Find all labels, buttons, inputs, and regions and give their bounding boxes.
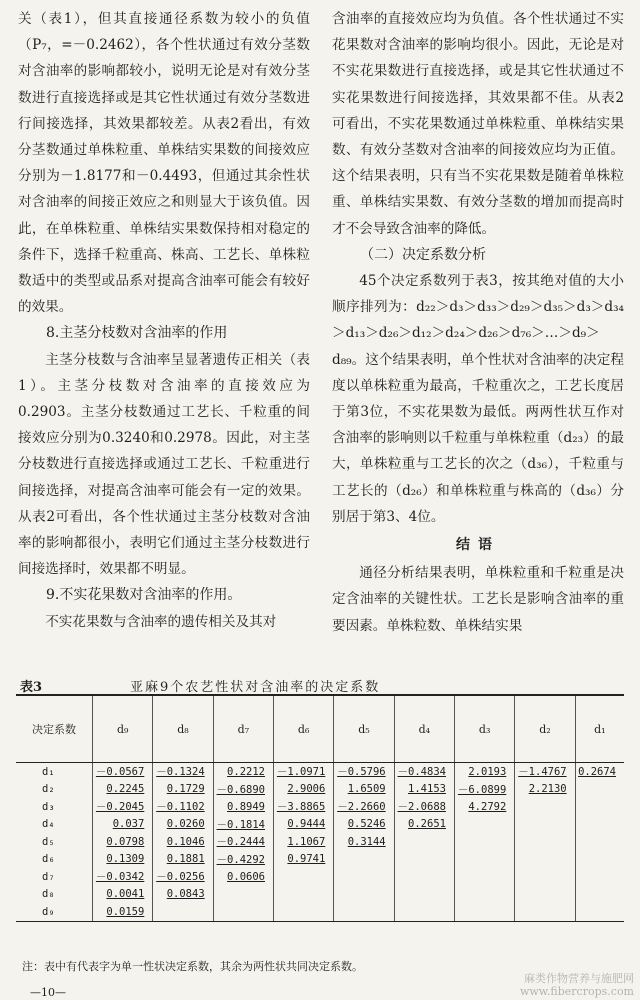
body-columns	[18, 6, 624, 674]
table-cell	[273, 886, 333, 904]
table-cell	[394, 851, 454, 869]
table-cell	[454, 851, 514, 869]
table-row	[16, 903, 624, 921]
table-cell	[153, 903, 213, 921]
table-cell	[394, 868, 454, 886]
column-header: d₅	[334, 695, 394, 763]
table-cell: －6.0899	[454, 781, 514, 799]
column-header: d₄	[394, 695, 454, 763]
table-cell: 0.1729	[153, 781, 213, 799]
table-corner-header: 决定系数	[16, 695, 93, 763]
table-row	[16, 816, 624, 834]
table-cell: 1.6509	[334, 781, 394, 799]
table-cell	[454, 816, 514, 834]
table-cell	[273, 868, 333, 886]
table-cell	[454, 833, 514, 851]
table-cell	[515, 903, 575, 921]
table-cell: 0.037	[93, 816, 153, 834]
table-cell: －1.4767	[515, 763, 575, 781]
determination-coefficient-table	[16, 694, 624, 922]
table-cell: 0.0260	[153, 816, 213, 834]
table-cell	[575, 833, 624, 851]
table-cell: －0.6890	[213, 781, 273, 799]
table-cell: －1.0971	[273, 763, 333, 781]
section-heading: 9.不实花果数对含油率的作用。	[46, 587, 242, 604]
page-number: —10—	[30, 986, 66, 999]
right-column	[332, 6, 624, 674]
column-header: d₆	[273, 695, 333, 763]
table-cell	[575, 903, 624, 921]
table-body	[16, 763, 624, 922]
table-cell: 0.0843	[153, 886, 213, 904]
table-cell	[213, 886, 273, 904]
table-cell: 0.2651	[394, 816, 454, 834]
section-heading: 8.主茎分枝数对含油率的作用	[46, 325, 228, 342]
table-row	[16, 868, 624, 886]
column-header: d₂	[515, 695, 575, 763]
table-row	[16, 851, 624, 869]
row-label: d₅	[42, 835, 55, 848]
watermark	[520, 972, 634, 998]
table-cell: 2.9006	[273, 781, 333, 799]
table-cell: 0.1046	[153, 833, 213, 851]
paragraph: 主茎分枝数与含油率呈显著遗传正相关（表1）。主茎分枝数对含油率的直接效应为0.2903。主茎分枝数通过工艺长、千粒重的间接效应分别为0.3240和0.2978。因此，对主茎分枝数进行直接选择或通过工艺长、千粒重进行间接选择，对提高含油率可能会有一定的效果。从表2可看出，各个性状通过主茎分枝数对含油率的影响都很小，表明它们通过主茎分枝数进行间接选择时，效果都不明显。	[18, 351, 310, 578]
table-cell	[454, 868, 514, 886]
table-cell: －0.4292	[213, 851, 273, 869]
table-cell	[394, 833, 454, 851]
table-cell: －0.1814	[213, 816, 273, 834]
table-cell: －0.1102	[153, 798, 213, 816]
row-label: d₃	[42, 800, 55, 813]
table-cell	[575, 781, 624, 799]
table-cell: －0.0256	[153, 868, 213, 886]
table-cell	[515, 851, 575, 869]
table-cell	[394, 886, 454, 904]
table-cell: 0.8949	[213, 798, 273, 816]
table-cell	[454, 886, 514, 904]
table-cell	[575, 798, 624, 816]
table-cell: －0.4834	[394, 763, 454, 781]
table-cell: －0.0342	[93, 868, 153, 886]
table-row	[16, 763, 624, 781]
table-caption	[20, 676, 620, 694]
column-header: d₉	[93, 695, 153, 763]
table-cell: －0.1324	[153, 763, 213, 781]
table-cell	[213, 903, 273, 921]
table-cell	[575, 886, 624, 904]
table-cell: 4.2792	[454, 798, 514, 816]
table-number: 表3	[20, 680, 43, 695]
row-label: d₆	[42, 853, 55, 866]
table-cell: －0.5796	[334, 763, 394, 781]
table-cell: －2.2660	[334, 798, 394, 816]
table-cell: 2.2130	[515, 781, 575, 799]
table-cell	[575, 816, 624, 834]
table-cell	[575, 868, 624, 886]
row-label: d₁	[42, 765, 55, 778]
table-cell	[394, 903, 454, 921]
watermark-line: www.fibercrops.com	[519, 985, 634, 998]
table-cell: 0.3144	[334, 833, 394, 851]
row-label: d₈	[42, 888, 55, 901]
row-label: d₄	[42, 818, 55, 831]
table-cell: －0.2444	[213, 833, 273, 851]
row-label: d₉	[16, 903, 93, 921]
table-cell	[334, 868, 394, 886]
row-label: d₇	[42, 870, 55, 883]
column-header: d₈	[153, 695, 213, 763]
table-cell	[515, 886, 575, 904]
table-cell: 0.1881	[153, 851, 213, 869]
table-cell: 0.2674	[575, 763, 624, 781]
watermark-line: 麻类作物营养与施肥网	[524, 972, 634, 985]
paragraph: 关（表1），但其直接通径系数为较小的负值（P₇，=－0.2462），各个性状通过有效分茎数对含油率的影响都较小，说明无论是对有效分茎数进行直接选择或是其它性状通过有效分茎数进行间接选择，其效果都较差。从表2看出，有效分茎数通过单株粒重、单株结实果数的间接效应分别为－1.8177和－0.4493，但通过其余性状对含油率的间接正效应之和则显大于该负值。因此，在单株粒重、单株结实果数保持相对稳定的条件下，选择千粒重高、株高、工艺长、单株粒数适中的类型或品系对提高含油率可能会有较好的效果。	[18, 11, 310, 316]
table-cell: 0.2245	[93, 781, 153, 799]
table-cell	[454, 903, 514, 921]
table-cell	[515, 816, 575, 834]
column-header: d₁	[575, 695, 624, 763]
table-cell: 0.0041	[93, 886, 153, 904]
table-header-row	[16, 695, 624, 763]
paragraph: 通径分析结果表明，单株粒重和千粒重是决定含油率的关键性状。工艺长是影响含油率的重要因素。单株粒数、单株结实果	[332, 565, 624, 634]
table-cell	[334, 851, 394, 869]
table-cell: 0.0798	[93, 833, 153, 851]
table-cell	[334, 886, 394, 904]
table-cell	[515, 868, 575, 886]
table-cell	[575, 851, 624, 869]
table-row	[16, 798, 624, 816]
table-cell	[334, 903, 394, 921]
column-header: d₃	[454, 695, 514, 763]
section-heading: （二）决定系数分析	[360, 246, 486, 263]
paragraph: 含油率的直接效应均为负值。各个性状通过不实花果数对含油率的影响均很小。因此，无论是对不实花果数进行直接选择，或是其它性状通过不实花果数进行间接选择，其效果都不佳。从表2可看出，不实花果数通过单株粒重、单株结实果数、有效分茎数对含油率的间接效应均为正值。这个结果表明，只有当不实花果数是随着单株粒重、单株结实果数、有效分茎数的增加而提高时才不会导致含油率的降低。	[332, 11, 624, 237]
table-cell	[273, 903, 333, 921]
table-cell: 0.0159	[93, 903, 153, 921]
table-cell: －2.0688	[394, 798, 454, 816]
table-row	[16, 781, 624, 799]
table-cell: 0.5246	[334, 816, 394, 834]
table-cell: 0.2212	[213, 763, 273, 781]
table-cell: 0.1309	[93, 851, 153, 869]
table-row	[16, 833, 624, 851]
table-row	[16, 886, 624, 904]
table-cell: 1.4153	[394, 781, 454, 799]
row-label: d₂	[42, 783, 55, 796]
conclusion-heading: 结语	[456, 537, 500, 554]
table-note: 注：表中有代表字为单一性状决定系数，其余为两性状共同决定系数。	[22, 960, 363, 973]
paragraph: 45个决定系数列于表3，按其绝对值的大小顺序排列为：d₂₂＞d₃＞d₃₃＞d₂₉＞d₃₅＞d₃＞d₃₄＞d₁₃＞d₂₆＞d₁₂＞d₂₄＞d₂₆＞d₇₆＞…＞d₉＞d₈₉。这个结果表明，单个性状对含油率的决定程度以单株粒重为最高，千粒重次之，工艺长度居于第3位，不实花果数为最低。两两性状互作对含油率的影响则以千粒重与单株粒重（d₂₃）的最大，单株粒重与工艺长的次之（d₃₆），千粒重与工艺长的（d₂₆）和单株粒重与株高的（d₃₆）分别居于第3、4位。	[332, 273, 624, 525]
paragraph: 不实花果数与含油率的遗传相关及其对	[45, 613, 277, 630]
left-column	[18, 6, 310, 674]
table-cell	[515, 833, 575, 851]
table-cell: －0.0567	[93, 763, 153, 781]
table-cell	[515, 798, 575, 816]
table-cell: －0.2045	[93, 798, 153, 816]
table-cell: －3.8865	[273, 798, 333, 816]
table-cell: 0.0606	[213, 868, 273, 886]
table-cell: 1.1067	[273, 833, 333, 851]
table-title: 亚麻9个农艺性状对含油率的决定系数	[130, 680, 381, 695]
table-cell: 2.0193	[454, 763, 514, 781]
table-cell: 0.9741	[273, 851, 333, 869]
column-header: d₇	[213, 695, 273, 763]
table-cell: 0.9444	[273, 816, 333, 834]
